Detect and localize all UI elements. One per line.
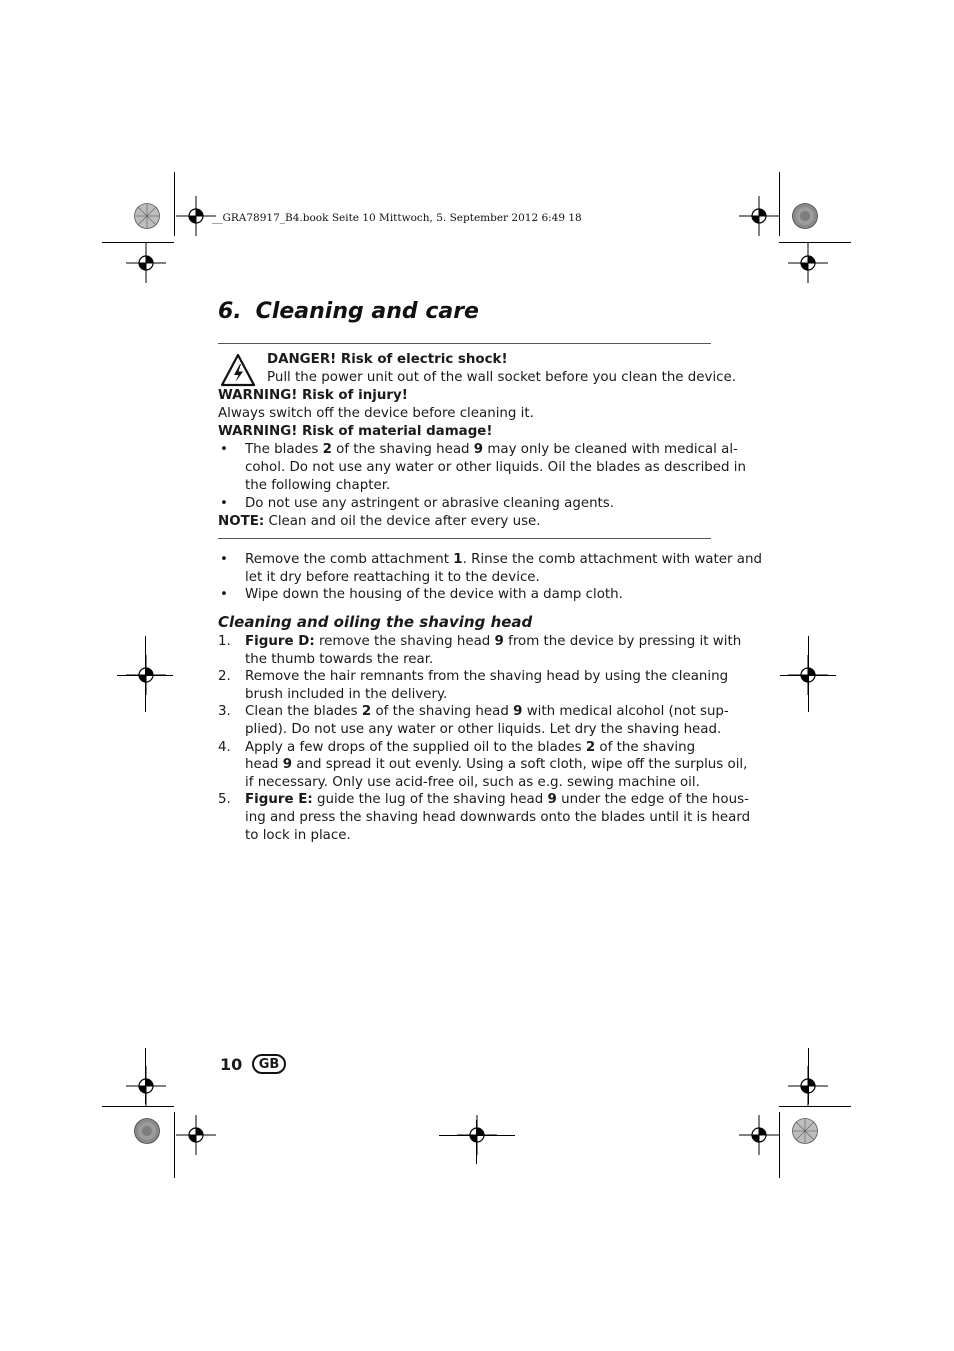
ref-number: 9 [547, 792, 557, 808]
text: of the shaving head [371, 704, 514, 720]
divider [218, 538, 711, 539]
text: with medical alcohol (not sup- [522, 704, 729, 720]
color-disc-icon [792, 203, 818, 229]
text: Remove the hair remnants from the shaving head by using the cleaning [245, 669, 729, 685]
text: head [245, 757, 283, 773]
registration-mark-icon [739, 1115, 779, 1155]
shaving-head-steps [218, 633, 751, 844]
ref-number: 2 [361, 704, 372, 720]
text: under the edge of the hous- [556, 792, 749, 808]
text: ing and press the shaving head downwards onto the blades until it is heard [245, 809, 751, 825]
bullet-marker: • [220, 496, 228, 511]
list-item [218, 586, 718, 604]
list-item [218, 633, 742, 668]
text: if necessary. Only use acid-free oil, such as e.g. sewing machine oil. [245, 774, 700, 790]
step-number: 4. [218, 739, 231, 755]
text: Remove the comb attachment [245, 552, 454, 567]
text: of the shaving head [331, 442, 474, 457]
danger-title: DANGER! Risk of electric shock! [267, 352, 508, 367]
list-item [218, 668, 729, 703]
ref-number: 1 [453, 552, 463, 567]
text: may only be cleaned with medical al- [483, 442, 738, 457]
step-number: 5. [218, 792, 231, 808]
bullet-marker: • [220, 587, 228, 603]
injury-title: WARNING! Risk of injury! [218, 388, 408, 403]
list-item [218, 703, 729, 738]
list-item [218, 441, 746, 495]
text: Do not use any astringent or abrasive cleaning agents. [245, 496, 615, 511]
ref-number: 9 [494, 634, 504, 649]
text: remove the shaving head [314, 634, 495, 649]
list-item [218, 495, 711, 513]
note-label: NOTE: [218, 514, 265, 529]
text: guide the lug of the shaving head [312, 792, 548, 808]
list-item [218, 739, 748, 792]
registration-mark-icon [126, 1066, 166, 1106]
text: Clean the blades [245, 704, 362, 720]
bullet-marker: • [220, 552, 228, 567]
registration-mark-icon [126, 243, 166, 283]
list-item [218, 791, 751, 844]
registration-mark-icon [739, 196, 779, 236]
material-title: WARNING! Risk of material damage! [218, 424, 493, 439]
text: Apply a few drops of the supplied oil to the blades [245, 739, 586, 755]
injury-text: Always switch off the device before cleaning it. [218, 406, 534, 421]
print-header: __GRA78917_B4.book Seite 10 Mittwoch, 5. September 2012 6:49 18 [212, 212, 582, 224]
list-item [218, 551, 762, 586]
registration-mark-icon [176, 1115, 216, 1155]
text: brush included in the delivery. [245, 686, 448, 702]
text: plied). Do not use any water or other liquids. Let dry the shaving head. [245, 721, 722, 737]
text: let it dry before reattaching it to the device. [245, 569, 540, 585]
cleaning-bullets [218, 551, 762, 604]
text: from the device by pressing it with [503, 634, 742, 649]
note-text: Clean and oil the device after every use. [264, 514, 541, 529]
figure-ref: Figure E: [245, 792, 313, 808]
registration-mark-icon [176, 196, 216, 236]
ref-number: 9 [473, 442, 484, 457]
color-disc-icon [134, 203, 160, 229]
language-badge: GB [252, 1054, 286, 1074]
text: The blades [245, 442, 323, 457]
ref-number: 2 [322, 442, 332, 457]
text: Wipe down the housing of the device with a damp cloth. [245, 587, 623, 603]
text: the following chapter. [245, 478, 391, 493]
ref-number: 2 [585, 739, 596, 755]
text: the thumb towards the rear. [245, 651, 434, 667]
bullet-marker: • [220, 442, 228, 457]
color-disc-icon [792, 1118, 818, 1144]
text: . Rinse the comb attachment with water and [462, 552, 762, 567]
step-number: 1. [218, 634, 231, 649]
figure-ref: Figure D: [245, 634, 315, 649]
section-title-text: Cleaning and care [255, 299, 479, 324]
text: of the shaving [595, 739, 696, 755]
danger-text: Pull the power unit out of the wall socket before you clean the device. [267, 370, 737, 385]
section-number: 6. [218, 299, 242, 324]
text: cohol. Do not use any water or other liquids. Oil the blades as described in [245, 460, 746, 475]
section-title [218, 299, 479, 324]
registration-mark-icon [788, 243, 828, 283]
subsection-title: Cleaning and oiling the shaving head [218, 613, 533, 631]
step-number: 3. [218, 704, 231, 720]
color-disc-icon [134, 1118, 160, 1144]
text: to lock in place. [245, 827, 351, 843]
safety-notices [218, 351, 746, 531]
text: and spread it out evenly. Using a soft cloth, wipe off the surplus oil, [292, 757, 748, 773]
divider [218, 343, 711, 344]
step-number: 2. [218, 669, 231, 685]
ref-number: 9 [513, 704, 523, 720]
ref-number: 9 [282, 757, 293, 773]
page-number: 10 [220, 1055, 243, 1074]
